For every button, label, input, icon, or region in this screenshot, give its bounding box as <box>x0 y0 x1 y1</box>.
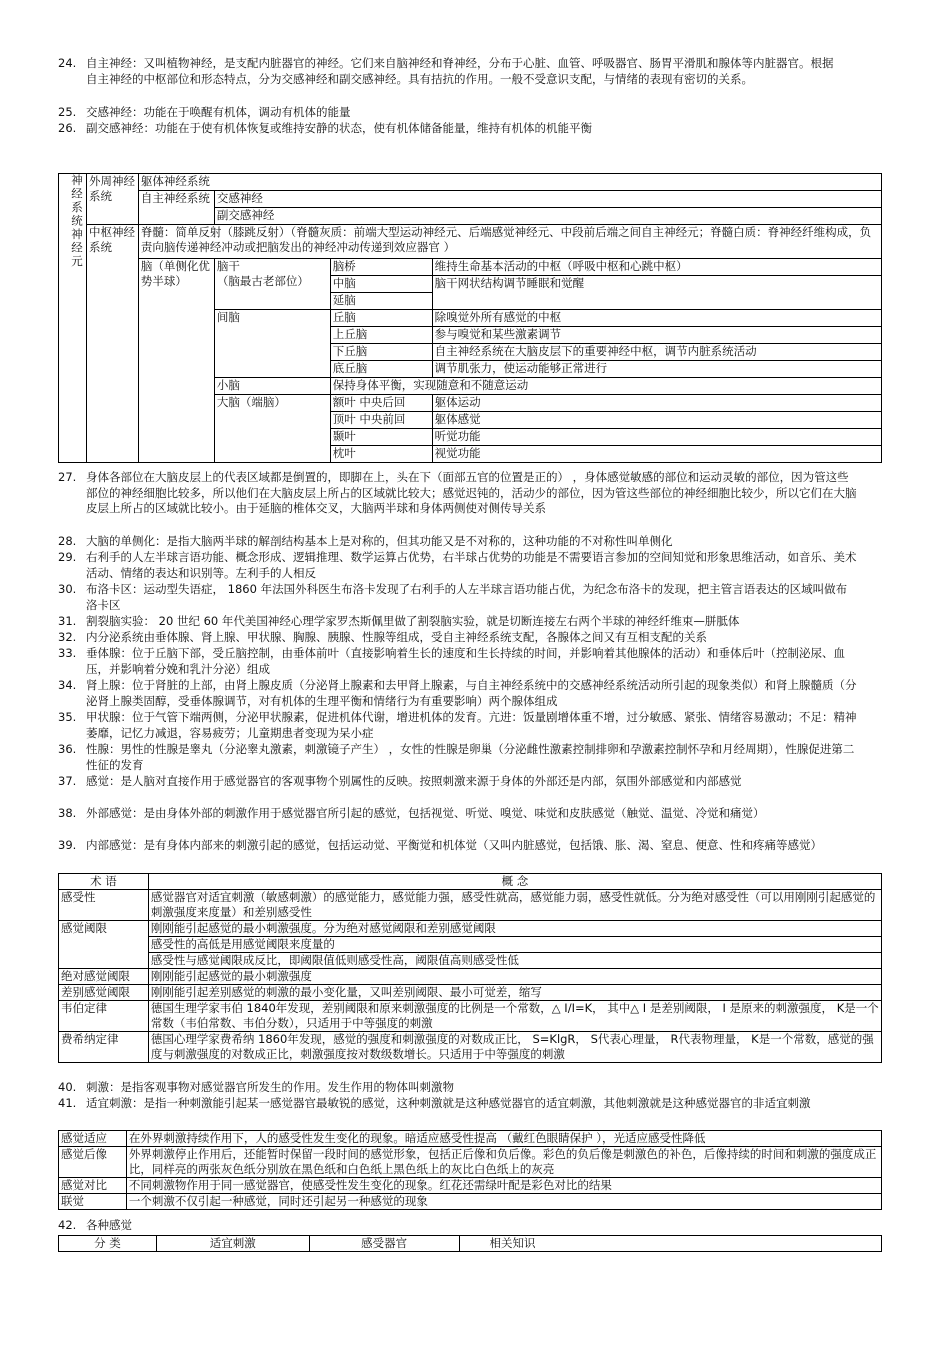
ns-occipital-cell: 枕叶 <box>330 446 432 463</box>
concept-cell: 德国生理学家韦伯 1840年发现，差别阈限和原来刺激强度的比例是一个常数，△ I/I=K， 其中△ I 是差别阈限， I 是原来的刺激强度， K是一个常数（韦伯常数、韦伯分数），只适用于中等强度的刺激 <box>148 1001 881 1032</box>
ns-epithalamus-fn: 参与嗅觉和某些激素调节 <box>432 327 881 344</box>
list-item-39: 39. 内部感觉：是有身体内部来的刺激引起的感觉，包括运动觉、平衡觉和机体觉（又叫内脏感觉，包括饿、胀、渴、窒息、便意、性和疼痛等感觉） <box>58 838 822 852</box>
term-cell: 费希纳定律 <box>59 1032 149 1063</box>
ns-cerebellum-fn: 保持身体平衡，实现随意和不随意运动 <box>330 378 881 395</box>
concept-cell: 德国心理学家费希纳 1860年发现，感觉的强度和刺激强度的对数成正比， S=KlgR， S代表心理量， R代表物理量， K是一个常数，感觉的强度与刺激强度的对数成正比，刺激强度按对数级数增长。只适用于中等强度的刺激 <box>148 1032 881 1063</box>
receptor-header: 感受器官 <box>309 1236 459 1252</box>
ns-thalamus-fn: 除嗅觉外所有感觉的中枢 <box>432 310 881 327</box>
ns-frontal-cell: 额叶 中央后回 <box>330 395 432 412</box>
phenomenon-cell: 联觉 <box>59 1194 127 1210</box>
ns-brainstem-cell: 脑干 （脑最古老部位） <box>214 259 330 310</box>
ns-thalamus-cell: 丘脑 <box>330 310 432 327</box>
ns-temporal-fn: 听觉功能 <box>432 429 881 446</box>
list-item-42: 42. 各种感觉 <box>58 1218 132 1232</box>
concept-cell: 感觉器官对适宜刺激（敏感刺激）的感觉能力，感觉能力强，感受性就高，感觉能力弱，感受性就低。分为绝对感受性（可以用刚刚引起感觉的刺激强度来度量）和差别感受性 <box>148 890 881 921</box>
ns-somatic-cell: 躯体神经系统 <box>138 174 881 191</box>
ns-subthalamus-cell: 底丘脑 <box>330 361 432 378</box>
list-item-36: 36. 性腺：男性的性腺是睾丸（分泌睾丸激素，刺激镜子产生） ，女性的性腺是卵巢（分泌雌性激素控制排卵和孕激素控制怀孕和月经周期），性腺促进第二性征的发育 <box>58 742 855 772</box>
ns-pons-fn: 维持生命基本活动的中枢（呼吸中枢和心跳中枢） <box>432 259 881 276</box>
term-cell: 绝对感觉阈限 <box>59 969 149 985</box>
list-item-26: 26. 副交感神经：功能在于使有机体恢复或维持安静的状态，使有机体储备能量，维持有机体的机能平衡 <box>58 121 592 135</box>
description-cell: 外界刺激停止作用后，还能暂时保留一段时间的感觉形象，包括正后像和负后像。彩色的负后像是刺激色的补色，后像持续的时间和刺激的强度成正比，同样亮的两张灰色纸分别放在黑色纸和白色纸上黑色纸上的灰比白色纸上的灰亮 <box>126 1147 881 1178</box>
ns-cerebrum-cell: 大脑（端脑） <box>214 395 330 463</box>
ns-occipital-fn: 视觉功能 <box>432 446 881 463</box>
list-item-28: 28. 大脑的单侧化：是指大脑两半球的解剖结构基本上是对称的，但其功能又是不对称的，这种功能的不对称性叫单侧化 <box>58 534 673 548</box>
ns-subthalamus-fn: 调节肌张力，使运动能够正常进行 <box>432 361 881 378</box>
list-item-38: 38. 外部感觉：是由身体外部的刺激作用于感觉器官所引起的感觉，包括视觉、听觉、嗅觉、味觉和皮肤感觉（触觉、温觉、冷觉和痛觉） <box>58 806 765 820</box>
ns-parasympathetic-cell: 副交感神经 <box>214 208 881 225</box>
description-cell: 一个刺激不仅引起一种感觉，同时还引起另一种感觉的现象 <box>126 1194 881 1210</box>
list-item-27: 27. 身体各部位在大脑皮层上的代表区域都是倒置的，即脚在上，头在下（面部五官的位置是正的） ，身体感觉敏感的部位和运动灵敏的部位，因为管这些部位的神经细胞比较多，所以他们在大脑皮层上所占的区域就比较大；感觉迟钝的，活动少的部位，因为管这些部位的神经细胞比较少，所以它们在大脑皮层上所占的区域就比较小。由于延脑的椎体交叉，大脑两半球和身体两侧使对侧传导关系 <box>58 470 857 515</box>
term-cell: 差别感觉阈限 <box>59 985 149 1001</box>
description-cell: 在外界刺激持续作用下，人的感受性发生变化的现象。暗适应感受性提高 （戴红色眼睛保护 ），光适应感受性降低 <box>126 1131 881 1147</box>
ns-parietal-cell: 顶叶 中央前回 <box>330 412 432 429</box>
ns-brain-cell: 脑（单侧化优势半球） <box>138 259 214 463</box>
phenomenon-cell: 感觉后像 <box>59 1147 127 1178</box>
low-list <box>58 1080 858 1128</box>
ns-sympathetic-cell: 交感神经 <box>214 191 881 208</box>
concept-cell: 刚刚能引起感觉的最小刺激强度。分为绝对感觉阈限和差别感觉阈限 <box>148 921 881 937</box>
sense-phenomena-table <box>58 1130 882 1210</box>
ns-frontal-fn: 躯体运动 <box>432 395 881 412</box>
list-item-33: 33. 垂体腺：位于丘脑下部，受丘脑控制，由垂体前叶（直接影响着生长的速度和生长持续的时间，并影响着其他腺体的活动）和垂体后叶（控制泌尿、血压，并影响着分娩和乳汁分泌）组成 <box>58 646 845 676</box>
ns-midbrain-cell: 中脑 <box>330 276 432 293</box>
term-cell: 感觉阈限 <box>59 921 149 969</box>
ns-medulla-cell: 延脑 <box>330 293 432 310</box>
ns-root-cell: 神经系统神经元 <box>59 174 87 463</box>
list-item-34: 34. 肾上腺：位于肾脏的上部，由肾上腺皮质（分泌肾上腺素和去甲肾上腺素，与自主神经系统中的交感神经系统活动所引起的现象类似）和肾上腺髓质（分泌肾上腺类固醇，受垂体腺调节，对有机体的生理平衡和情绪行为有重要影响）两个腺体组成 <box>58 678 857 708</box>
concept-cell: 感受性与感觉阈限成反比，即阈限值低则感受性高，阈限值高则感受性低 <box>148 953 881 969</box>
phenomenon-cell: 感觉适应 <box>59 1131 127 1147</box>
ns-cerebellum-cell: 小脑 <box>214 378 330 395</box>
list-item-25: 25. 交感神经：功能在于唤醒有机体，调动有机体的能量 <box>58 105 351 119</box>
term-table <box>58 873 882 1063</box>
term-header: 术 语 <box>59 874 149 890</box>
ns-central-cell: 中枢神经系统 <box>86 225 138 463</box>
category-header: 分 类 <box>59 1236 157 1252</box>
nervous-system-table <box>58 173 882 463</box>
related-knowledge-header: 相关知识 <box>459 1236 882 1252</box>
ns-pons-cell: 脑桥 <box>330 259 432 276</box>
ns-autonomic-cell: 自主神经系统 <box>138 191 214 225</box>
concept-cell: 刚刚能引起差别感觉的刺激的最小变化量，又叫差别阈限、最小可觉差，缩写 <box>148 985 881 1001</box>
list-item-29: 29. 右利手的人左半球言语功能、概念形成、逻辑推理、数学运算占优势，右半球占优势的功能是不需要语言参加的空间知觉和形象思维活动，如音乐、美术活动、情绪的表达和识别等。左利手的人相反 <box>58 550 857 580</box>
list-item-30: 30. 布洛卡区：运动型失语症， 1860 年法国外科医生布洛卡发现了右利手的人左半球言语功能占优，为纪念布洛卡的发现，把主管言语表达的区域叫做布洛卡区 <box>58 582 848 612</box>
list-item-35: 35. 甲状腺：位于气管下端两侧，分泌甲状腺素，促进机体代谢，增进机体的发育。亢进：饭量剧增体重不增，过分敏感、紧张、情绪容易激动；不足：精神萎靡，记忆力减退，容易疲劳；儿童期患者变现为呆小症 <box>58 710 857 740</box>
list-item-41: 41. 适宜刺激：是指一种刺激能引起某一感觉器官最敏锐的感觉，这种刺激就是这种感觉器官的适宜刺激，其他刺激就是这种感觉器官的非适宜刺激 <box>58 1096 811 1110</box>
list-item-24: 24. 自主神经：又叫植物神经，是支配内脏器官的神经。它们来自脑神经和脊神经，分布于心脏、血管、呼吸器官、肠胃平滑肌和腺体等内脏器官。根据自主神经的中枢部位和形态特点，分为交感神经和副交感神经。具有拮抗的作用。一般不受意识支配，与情绪的表现有密切的关系。 <box>58 56 834 86</box>
list-item-31: 31. 割裂脑实验： 20 世纪 60 年代美国神经心理学家罗杰斯佩里做了割裂脑实验，就是切断连接左右两个半球的神经纤维束—胼胝体 <box>58 614 740 628</box>
term-cell: 韦伯定律 <box>59 1001 149 1032</box>
list-item-40: 40. 刺激：是指客观事物对感觉器官所发生的作用。发生作用的物体叫刺激物 <box>58 1080 454 1094</box>
ns-parietal-fn: 躯体感觉 <box>432 412 881 429</box>
ns-hypothalamus-cell: 下丘脑 <box>330 344 432 361</box>
phenomenon-cell: 感觉对比 <box>59 1178 127 1194</box>
ns-epithalamus-cell: 上丘脑 <box>330 327 432 344</box>
list-item-37: 37. 感觉：是人脑对直接作用于感觉器官的客观事物个别属性的反映。按照刺激来源于身体的外部还是内部，氛围外部感觉和内部感觉 <box>58 774 742 788</box>
term-cell: 感受性 <box>59 890 149 921</box>
adequate-stimulus-header: 适宜刺激 <box>156 1236 309 1252</box>
ns-temporal-cell: 颞叶 <box>330 429 432 446</box>
ns-spinal-cell: 脊髓：简单反射（膝跳反射）（脊髓灰质：前端大型运动神经元、后端感觉神经元、中段前后端之间自主神经元；脊髓白质：脊神经纤维构成，负责向脑传递神经冲动或把脑发出的神经冲动传递到效应器官 ） <box>138 225 881 259</box>
ns-peripheral-cell: 外周神经系统 <box>86 174 138 225</box>
concept-cell: 感受性的高低是用感觉阈限来度量的 <box>148 937 881 953</box>
list-item-32: 32. 内分泌系统由垂体腺、肾上腺、甲状腺、胸腺、胰腺、性腺等组成，受自主神经系统支配，各腺体之间又有互相支配的关系 <box>58 630 707 644</box>
ns-diencephalon-cell: 间脑 <box>214 310 330 378</box>
ns-hypothalamus-fn: 自主神经系统在大脑皮层下的重要神经中枢，调节内脏系统活动 <box>432 344 881 361</box>
concept-cell: 刚刚能引起感觉的最小刺激强度 <box>148 969 881 985</box>
ns-midbrain-fn: 脑干网状结构调节睡眠和觉醒 <box>432 276 881 310</box>
mid-list <box>58 470 858 870</box>
description-cell: 不同刺激物作用于同一感觉器官，使感受性发生变化的现象。红花还需绿叶配是彩色对比的结果 <box>126 1178 881 1194</box>
sense-kinds-table <box>58 1235 882 1252</box>
concept-header: 概 念 <box>148 874 881 890</box>
